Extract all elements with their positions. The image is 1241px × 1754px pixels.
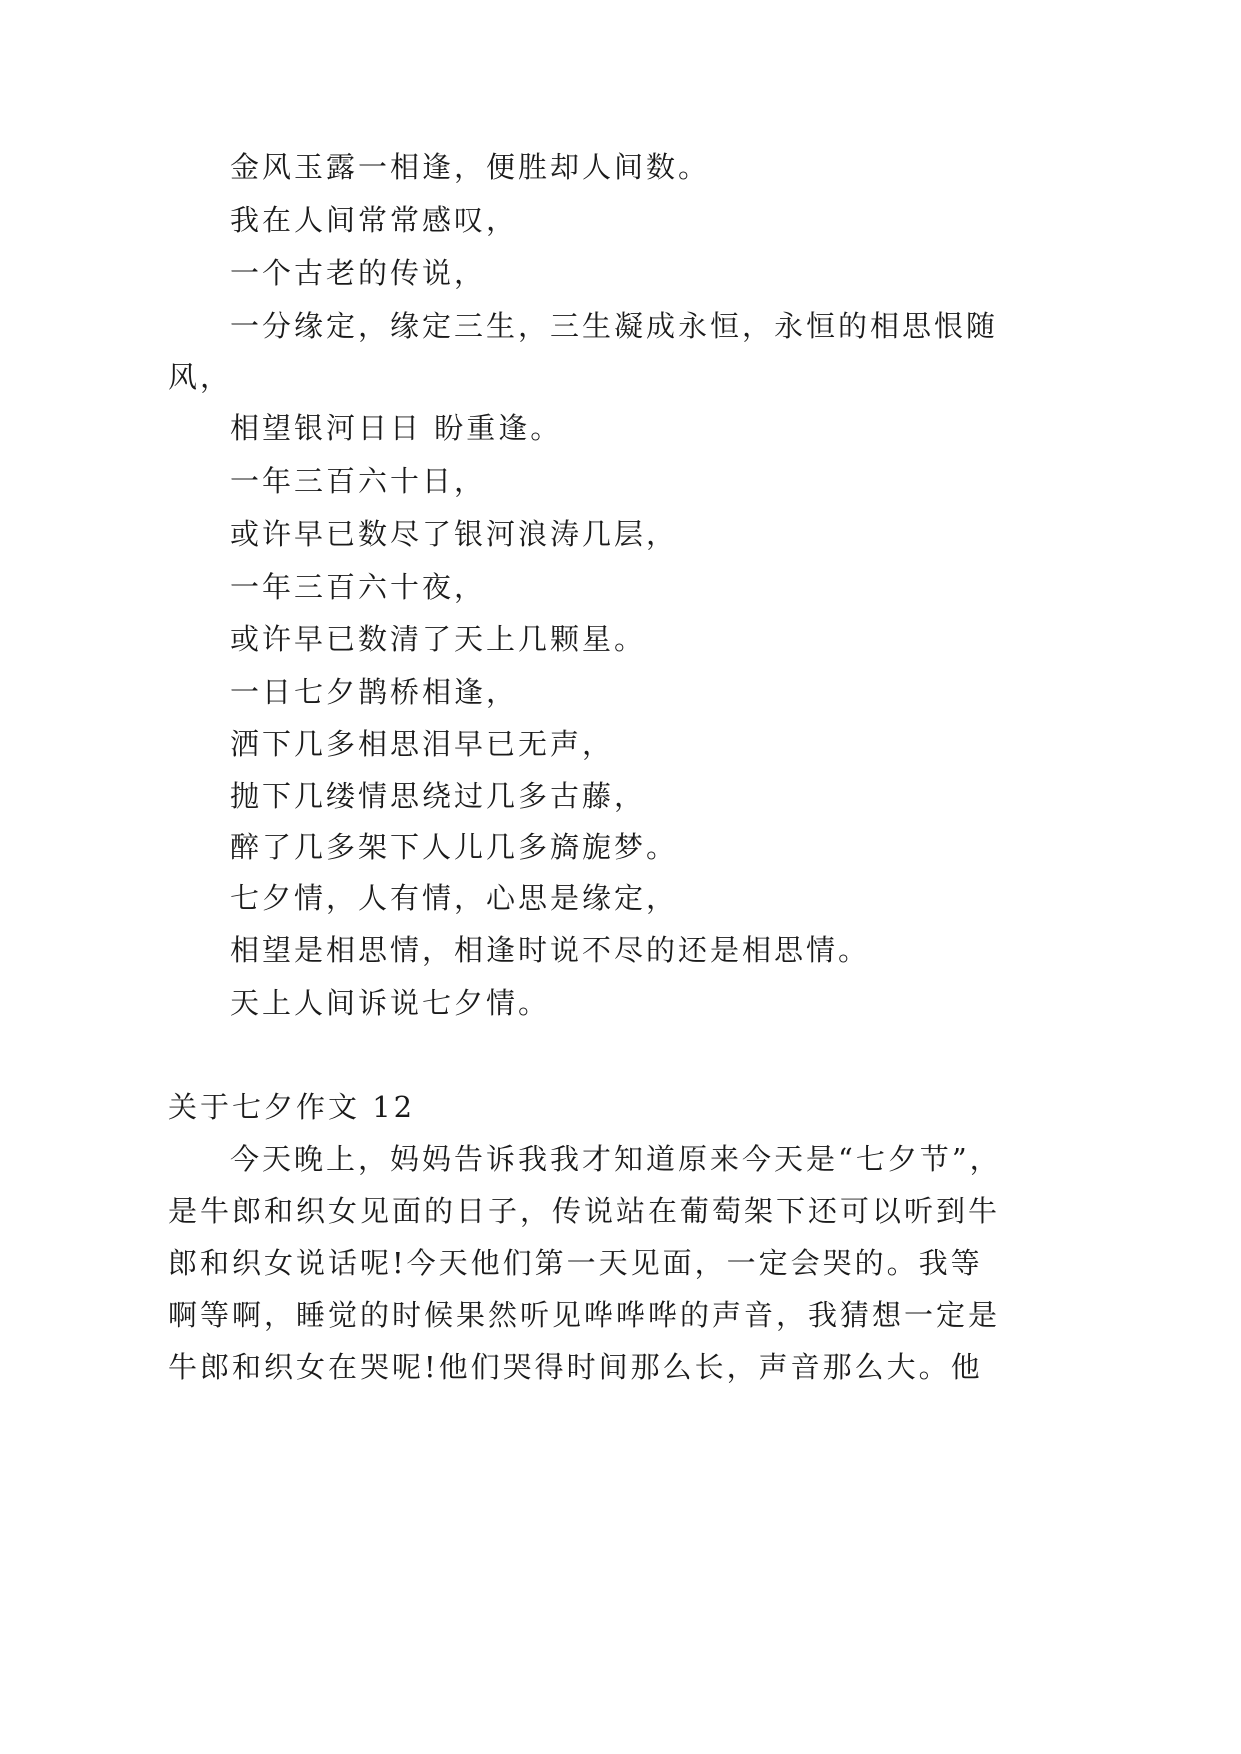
section-heading: 关于七夕作文 12 xyxy=(168,1090,416,1124)
poem-line: 一日七夕鹊桥相逢， xyxy=(230,675,519,709)
poem-line: 或许早已数尽了银河浪涛几层， xyxy=(230,517,679,551)
poem-line: 或许早已数清了天上几颗星。 xyxy=(230,622,647,656)
poem-line: 醉了几多架下人儿几多旖旎梦。 xyxy=(230,830,679,864)
poem-line: 七夕情，人有情，心思是缘定， xyxy=(230,881,679,915)
poem-line: 一个古老的传说， xyxy=(230,256,487,290)
poem-line: 一分缘定，缘定三生，三生凝成永恒，永恒的相思恨随 xyxy=(230,309,999,343)
poem-line: 我在人间常常感叹， xyxy=(230,203,519,237)
essay-line: 今天晚上，妈妈告诉我我才知道原来今天是“七夕节”， xyxy=(230,1142,1002,1176)
poem-line: 洒下几多相思泪早已无声， xyxy=(230,727,615,761)
essay-line: 是牛郎和织女见面的日子，传说站在葡萄架下还可以听到牛 xyxy=(168,1194,1001,1228)
poem-line: 一年三百六十日， xyxy=(230,464,487,498)
poem-line: 抛下几缕情思绕过几多古藤， xyxy=(230,779,647,813)
essay-line: 牛郎和织女在哭呢!他们哭得时间那么长，声音那么大。他 xyxy=(168,1350,983,1384)
poem-line: 相望是相思情，相逢时说不尽的还是相思情。 xyxy=(230,933,871,967)
poem-line: 相望银河日日 盼重逢。 xyxy=(230,411,563,445)
poem-line: 一年三百六十夜， xyxy=(230,570,487,604)
poem-line: 天上人间诉说七夕情。 xyxy=(230,986,551,1020)
essay-line: 郎和织女说话呢!今天他们第一天见面，一定会哭的。我等 xyxy=(168,1246,983,1280)
essay-line: 啊等啊，睡觉的时候果然听见哗哗哗的声音，我猜想一定是 xyxy=(168,1298,1001,1332)
poem-line: 风， xyxy=(168,360,233,394)
poem-line: 金风玉露一相逢，便胜却人间数。 xyxy=(230,150,711,184)
